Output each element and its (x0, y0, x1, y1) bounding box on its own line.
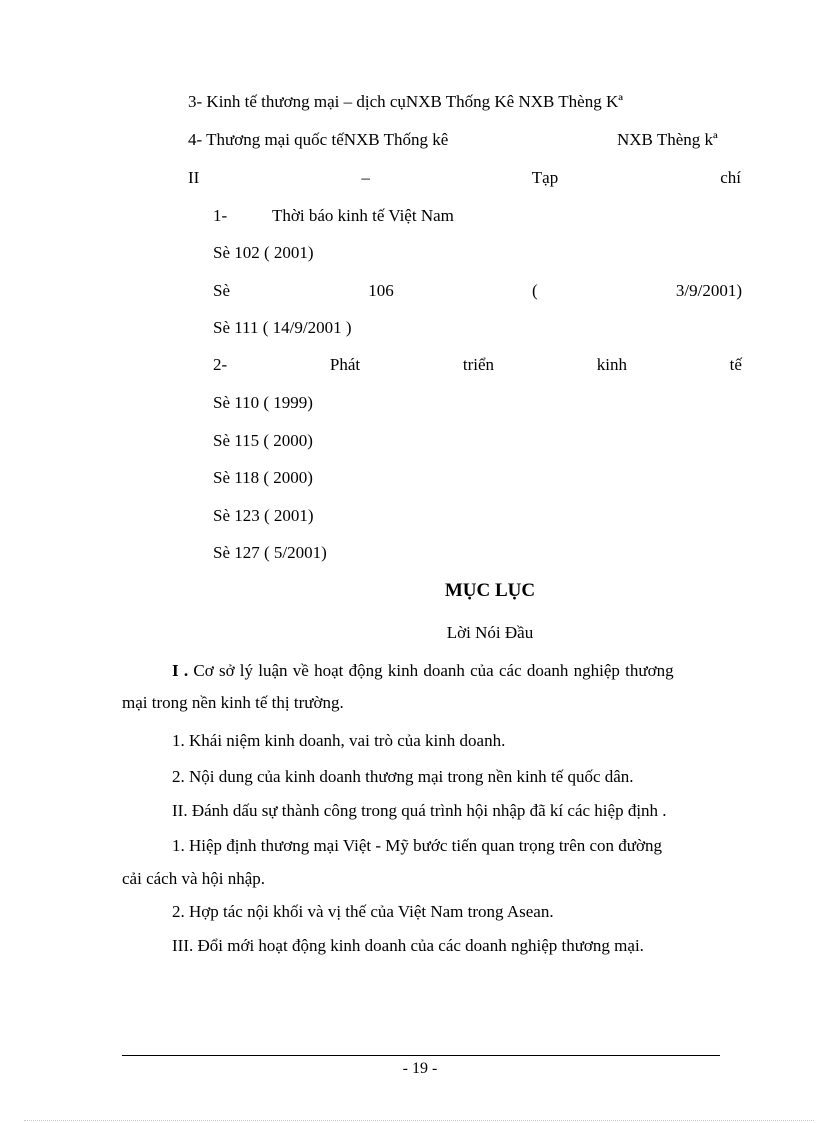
journal-2-issue: Sè 110 ( 1999) (213, 393, 313, 412)
word: tế (729, 355, 742, 374)
toc-item: 1. Khái niệm kinh doanh, vai trò của kinh doanh. (172, 731, 506, 750)
toc-title: MỤC LỤC (444, 580, 536, 601)
toc-item (172, 661, 674, 681)
word: Tạp (531, 168, 559, 187)
journal-1-issue (213, 281, 742, 301)
toc-item-numeral: I . (172, 661, 189, 680)
journal-1-number: 1- (213, 206, 228, 225)
toc-item: III. Đổi mới hoạt động kinh doanh của các doanh nghiệp thương mại. (172, 936, 644, 955)
word: kinh (596, 355, 627, 374)
journal-2-issue: Sè 127 ( 5/2001) (213, 543, 327, 562)
page-edge-dotted-line (24, 1120, 814, 1121)
word: ( (531, 281, 538, 300)
word: Phát (329, 355, 361, 374)
journal-1-title: Thời báo kinh tế Việt Nam (272, 206, 454, 225)
toc-item-text: Cơ sở lý luận về hoạt động kinh doanh của các doanh nghiệp thương (193, 661, 674, 680)
word: – (361, 168, 370, 187)
journal-2-issue: Sè 118 ( 2000) (213, 468, 313, 487)
journal-2-issue: Sè 115 ( 2000) (213, 431, 313, 450)
word: 3/9/2001) (675, 281, 742, 300)
section-2-heading (188, 168, 741, 188)
journal-2-issue: Sè 123 ( 2001) (213, 506, 314, 525)
word: 106 (368, 281, 394, 300)
journal-1-issue: Sè 111 ( 14/9/2001 ) (213, 318, 352, 337)
journal-1-issue: Sè 102 ( 2001) (213, 243, 314, 262)
toc-item: cải cách và hội nhập. (122, 869, 266, 888)
word: Sè (213, 281, 230, 300)
toc-item: 1. Hiệp định thương mại Việt - Mỹ bước tiến quan trọng trên con đường (172, 836, 663, 855)
footer-rule (122, 1055, 720, 1056)
word: II (188, 168, 200, 187)
word: chí (720, 168, 741, 187)
toc-item: 2. Nội dung của kinh doanh thương mại trong nền kinh tế quốc dân. (172, 767, 634, 786)
toc-item: II. Đánh dấu sự thành công trong quá trình hội nhập đã kí các hiệp định . (172, 801, 667, 820)
toc-item: mại trong nền kinh tế thị trường. (122, 693, 344, 712)
word: triển (462, 355, 494, 374)
page-number: - 19 - (402, 1060, 438, 1077)
toc-preface: Lời Nói Đầu (446, 623, 534, 642)
ref-book-4: 4- Thương mại quốc tếNXB Thống kê (188, 130, 449, 149)
ref-book-3: 3- Kinh tế thương mại – dịch cụNXB Thống Kê NXB Thèng Kª (188, 92, 623, 111)
ref-book-4-publisher: NXB Thèng kª (617, 130, 718, 149)
journal-2-title (213, 355, 742, 375)
toc-item: 2. Hợp tác nội khối và vị thế của Việt Nam trong Asean. (172, 902, 554, 921)
word: 2- (213, 355, 228, 374)
